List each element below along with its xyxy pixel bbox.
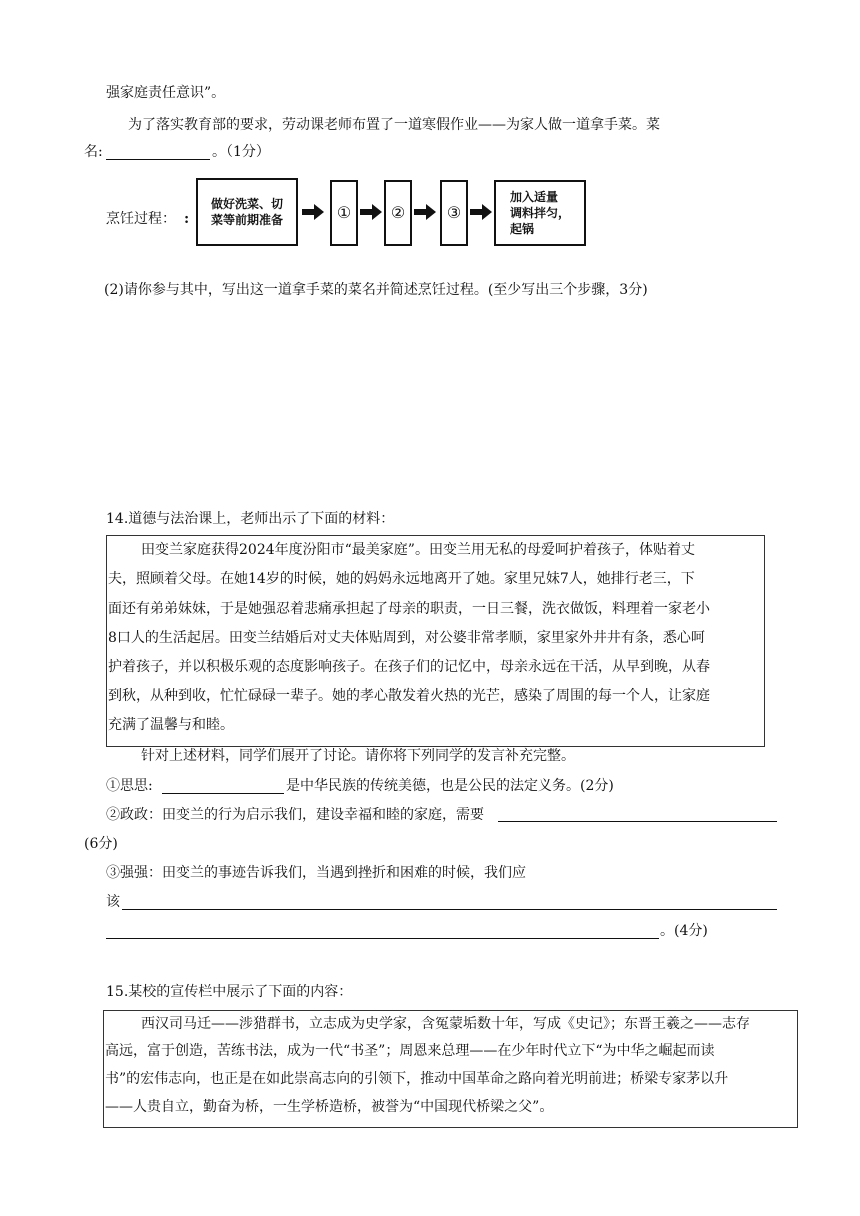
material-14-line: 8口人的生活起居。田变兰结婚后对丈夫体贴周到，对公婆非常孝顺，家里家外井井有条，悉心呵	[108, 630, 705, 646]
question-14-title: 14.道德与法治课上，老师出示了下面的材料：	[106, 511, 395, 527]
intro-line-2: 为了落实教育部的要求，劳动课老师布置了一道寒假作业——为家人做一道拿手菜。菜	[128, 117, 660, 133]
flow-step-prepare-line-1: 做好洗菜、切	[210, 197, 283, 211]
flow-step-finish-line-3: 起锅	[509, 222, 534, 236]
item-1-prefix: ①思思:	[106, 778, 153, 794]
item-2-score: (6分)	[84, 836, 118, 852]
flow-step-prepare-line-2: 菜等前期准备	[210, 213, 283, 227]
flow-step-prepare	[196, 178, 298, 246]
flow-step-3	[440, 180, 468, 246]
flow-step-finish	[494, 180, 586, 246]
intro-line-1: 强家庭责任意识”。	[106, 85, 226, 101]
item-2-prefix: ②政政：田变兰的行为启示我们，建设幸福和睦的家庭，需要	[106, 807, 484, 823]
flow-step-1-label: ①	[336, 203, 352, 222]
item-1-answer-line[interactable]	[162, 793, 284, 794]
flow-step-finish-line-2: 调料拌匀，	[509, 206, 570, 220]
flow-label: 烹饪过程：	[106, 211, 176, 227]
flow-step-finish-line-1: 加入适量	[509, 190, 558, 204]
material-14-line: 到秋，从种到收，忙忙碌碌一辈子。她的孝心散发着火热的光芒，感染了周围的每一个人，让家庭	[108, 688, 710, 704]
item-2-answer-line[interactable]	[498, 821, 777, 822]
material-15-line: ——人贵自立，勤奋为桥，一生学桥造桥，被誉为“中国现代桥梁之父”。	[105, 1099, 554, 1115]
flow-step-2-label: ②	[390, 203, 406, 222]
dish-prefix: 名:	[84, 144, 103, 160]
item-3-answer-line-2[interactable]	[106, 938, 659, 939]
item-3-answer-line-1[interactable]	[122, 909, 777, 910]
flow-step-2	[384, 180, 412, 246]
flow-colon: :	[184, 211, 190, 227]
item-3-line-1: ③强强：田变兰的事迹告诉我们，当遇到挫折和困难的时候，我们应	[106, 865, 526, 881]
material-14-line: 面还有弟弟妹妹，于是她强忍着悲痛承担起了母亲的职责，一日三餐，洗衣做饭，料理着一家老小	[108, 601, 710, 617]
material-14-line: 田变兰家庭获得2024年度汾阳市“最美家庭”。田变兰用无私的母爱呵护着孩子，体贴着丈	[141, 542, 695, 558]
material-15-line: 高远，富于创造，苦练书法，成为一代“书圣”；周恩来总理——在少年时代立下“为中华之崛起而读	[105, 1043, 715, 1059]
item-3-prefix: 该	[106, 894, 120, 910]
dish-suffix: 。（1分）	[212, 144, 270, 160]
material-15-line: 西汉司马迁——涉猎群书，立志成为史学家，含冤蒙垢数十年，写成《史记》；东晋王羲之——志存	[141, 1016, 750, 1032]
dish-answer-line[interactable]	[106, 159, 210, 160]
answer-area-13-2[interactable]	[104, 310, 784, 480]
material-14-line: 充满了温馨与和睦。	[108, 717, 234, 733]
material-15-line: 书”的宏伟志向，也正是在如此崇高志向的引领下，推动中国革命之路向着光明前进；桥梁专家茅以升	[105, 1071, 729, 1087]
flow-step-1	[330, 180, 358, 246]
item-3-score: 。(4分)	[660, 923, 708, 939]
item-1-suffix: 是中华民族的传统美德，也是公民的法定义务。(2分)	[286, 778, 614, 794]
material-14-line: 护着孩子，并以积极乐观的态度影响孩子。在孩子们的记忆中，母亲永远在干活，从早到晚，从春	[108, 659, 710, 675]
question-15-title: 15.某校的宣传栏中展示了下面的内容：	[106, 984, 353, 1000]
flow-step-3-label: ③	[446, 203, 462, 222]
material-14-line: 夫，照顾着父母。在她14岁的时候，她的妈妈永远地离开了她。家里兄妹7人，她排行老三，下	[108, 571, 695, 587]
question-13-2: (2)请你参与其中，写出这一道拿手菜的菜名并简述烹饪过程。(至少写出三个步骤，3分)	[104, 282, 648, 298]
discussion-intro: 针对上述材料，同学们展开了讨论。请你将下列同学的发言补充完整。	[141, 748, 575, 764]
